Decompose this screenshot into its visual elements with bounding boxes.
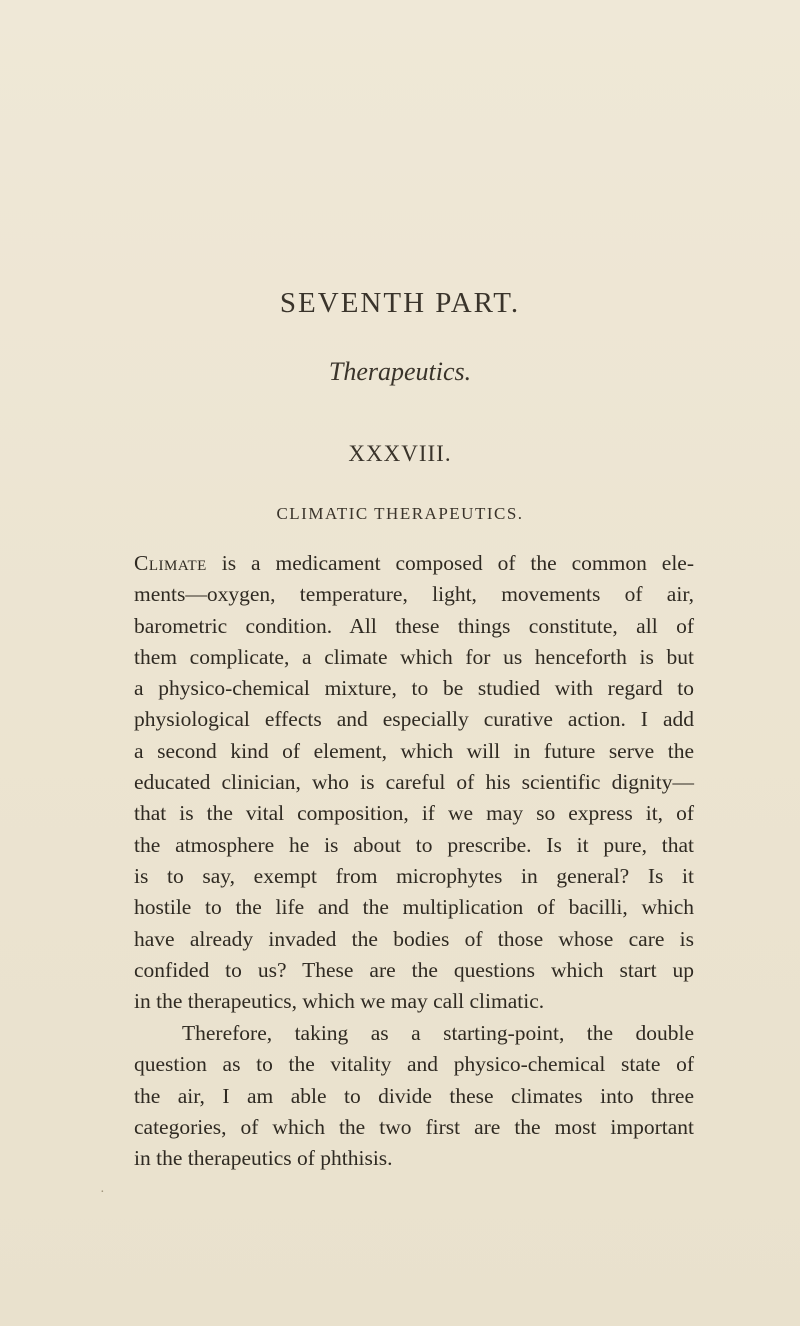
text-line — [134, 548, 694, 579]
paper-speck: · — [100, 1185, 105, 1200]
text-line: a second kind of element, which will in future serve the — [134, 738, 694, 763]
text-line: a physico-chemical mixture, to be studied with regard to — [134, 676, 694, 701]
text-line: in the therapeutics of phthisis. — [134, 1146, 393, 1171]
paragraph-1 — [134, 548, 694, 1017]
paragraph-2 — [134, 1018, 694, 1174]
text-line: question as to the vitality and physico-chemical state of — [134, 1052, 694, 1077]
text-line: confided to us? These are the questions which start up — [134, 957, 694, 982]
text-line: hostile to the life and the multiplication of bacilli, which — [134, 895, 694, 920]
opening-word: Climate — [134, 551, 207, 575]
text-line: ments—oxygen, temperature, light, movements of air, — [134, 582, 694, 607]
text-line: educated clinician, who is careful of his scientific dignity— — [134, 770, 694, 795]
text-line: physiological effects and especially curative action. I add — [134, 707, 694, 732]
text-line: them complicate, a climate which for us henceforth is but — [134, 644, 694, 669]
text-line: the air, I am able to divide these climates into three — [134, 1083, 694, 1108]
chapter-number: XXXVIII. — [348, 441, 452, 466]
text-line: have already invaded the bodies of those whose care is — [134, 926, 694, 951]
text-line: barometric condition. All these things constitute, all of — [134, 613, 694, 638]
text-line: in the therapeutics, which we may call climatic. — [134, 989, 545, 1014]
text-line: is to say, exempt from microphytes in general? Is it — [134, 863, 694, 888]
text-line: the atmosphere he is about to prescribe. Is it pure, that — [134, 832, 694, 857]
part-subtitle: Therapeutics. — [328, 357, 472, 386]
text-line: categories, of which the two first are the most important — [134, 1114, 694, 1139]
text-line-content: is a medicament composed of the common ele- — [206, 551, 694, 575]
part-title: SEVENTH PART. — [279, 287, 521, 319]
text-line: Therefore, taking as a starting-point, the double — [182, 1021, 694, 1045]
chapter-title: CLIMATIC THERAPEUTICS. — [276, 504, 524, 523]
text-line: that is the vital composition, if we may so express it, of — [134, 801, 694, 826]
